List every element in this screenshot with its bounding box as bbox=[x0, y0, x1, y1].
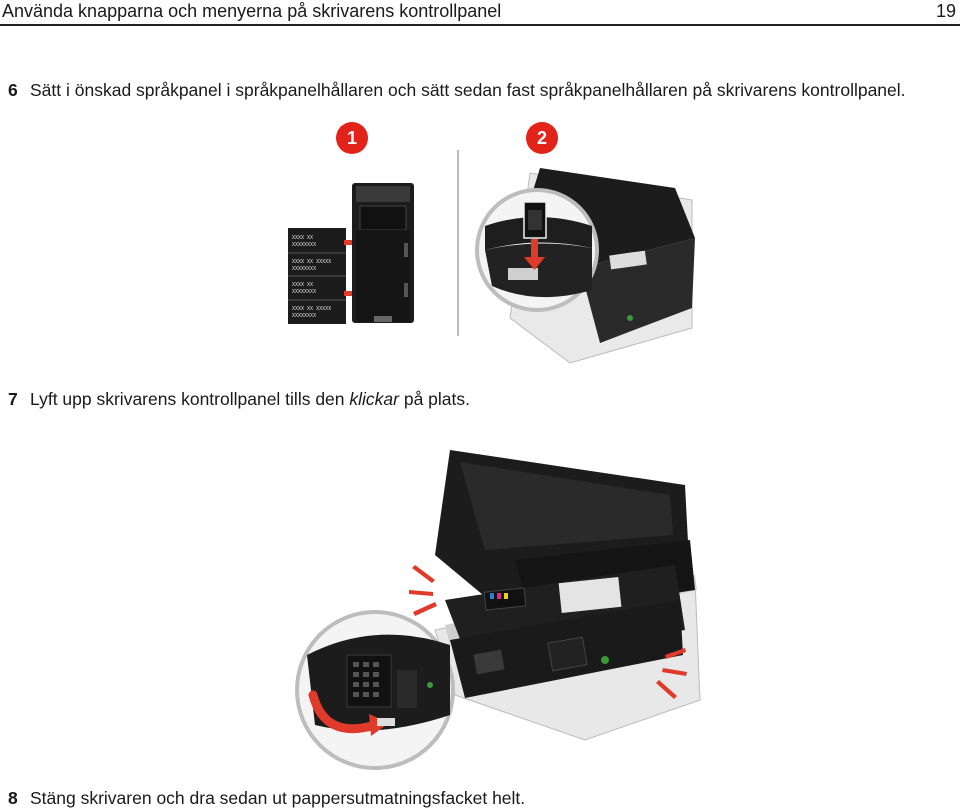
callout-2 bbox=[526, 122, 558, 154]
click-marks-left bbox=[409, 565, 437, 616]
lift-control-panel-figure bbox=[285, 440, 705, 772]
svg-text:XXXXXXXX: XXXXXXXX bbox=[292, 289, 317, 295]
header-title: Använda knapparna och menyerna på skrivarens kontrollpanel bbox=[2, 1, 502, 21]
page-header bbox=[0, 0, 960, 26]
svg-text:XXXX XX: XXXX XX bbox=[292, 282, 314, 288]
step-8 bbox=[8, 788, 525, 809]
zoom-detail-circle bbox=[297, 612, 453, 768]
svg-text:XXXX XX XXXXX: XXXX XX XXXXX bbox=[292, 306, 332, 312]
svg-text:XXXXXXXX: XXXXXXXX bbox=[292, 242, 317, 248]
step-text: Stäng skrivaren och dra sedan ut pappersutmatningsfacket helt. bbox=[30, 788, 526, 808]
step-number: 6 bbox=[8, 80, 18, 100]
step-7 bbox=[8, 389, 470, 410]
page-number: 19 bbox=[935, 1, 956, 21]
language-panel-holder bbox=[352, 183, 414, 323]
svg-text:1: 1 bbox=[346, 128, 358, 148]
step-text-end: på plats. bbox=[398, 389, 470, 409]
svg-text:XXXX XX: XXXX XX bbox=[292, 235, 314, 241]
step-6 bbox=[8, 80, 906, 101]
step-number: 8 bbox=[8, 788, 18, 808]
step-number: 7 bbox=[8, 389, 18, 409]
zoom-detail-circle bbox=[477, 190, 597, 310]
svg-text:XXXXXXXX: XXXXXXXX bbox=[292, 266, 317, 272]
callout-1 bbox=[336, 122, 368, 154]
step-text: Lyft upp skrivarens kontrollpanel tills den bbox=[30, 389, 350, 409]
language-panel-sheets bbox=[288, 228, 346, 324]
step-text: Sätt i önskad språkpanel i språkpanelhållaren och sätt sedan fast språkpanelhållaren på skrivarens kontrollpanel. bbox=[30, 80, 906, 100]
svg-text:XXXXXXXX: XXXXXXXX bbox=[292, 313, 317, 319]
language-panel-figure bbox=[280, 118, 700, 372]
svg-text:XXXX XX XXXXX: XXXX XX XXXXX bbox=[292, 259, 332, 265]
step-text-emphasis: klickar bbox=[349, 389, 399, 409]
svg-text:2: 2 bbox=[536, 128, 548, 148]
